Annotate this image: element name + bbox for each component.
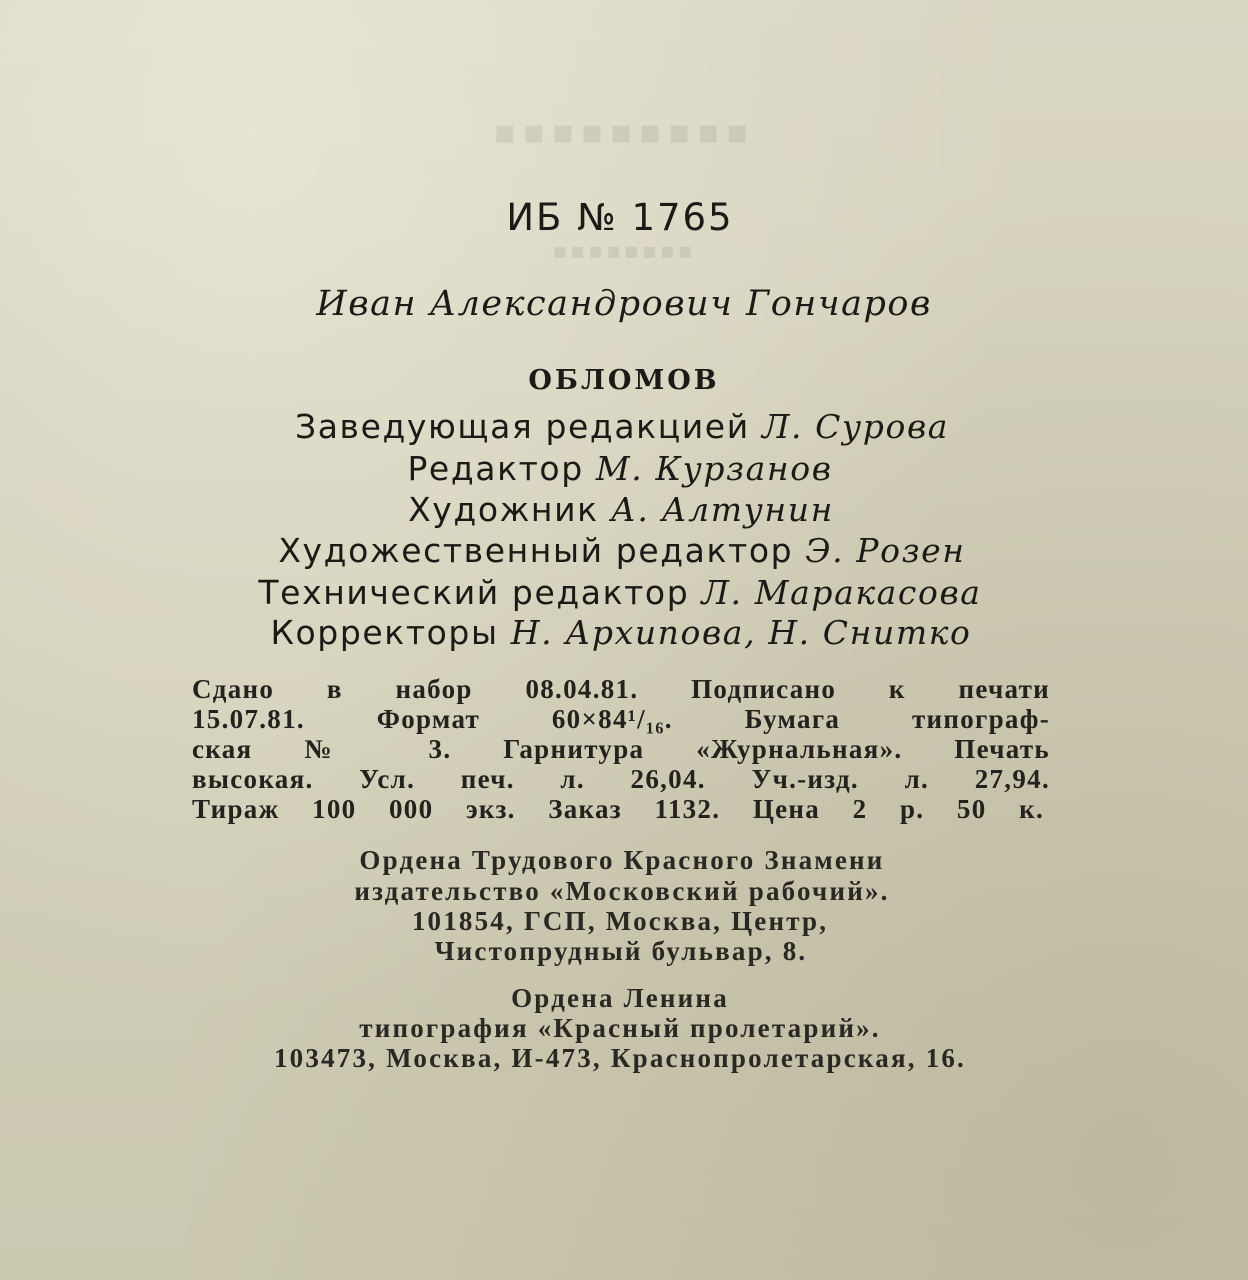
credit-role: Редактор [407, 449, 584, 488]
print-spec-line: 15.07.81. Формат 60×84¹/₁₆. Бумага типограф- [192, 704, 1050, 734]
credit-name: Л. Маракасова [701, 573, 982, 612]
credit-name: Л. Сурова [761, 407, 950, 446]
credit-role: Заведующая редакцией [294, 407, 750, 446]
printer-line: Ордена Ленина [511, 983, 729, 1013]
credit-line [0, 449, 1244, 488]
credit-line [0, 531, 1246, 570]
credit-role: Художественный редактор [278, 531, 794, 570]
credit-name: Э. Розен [805, 531, 966, 570]
print-spec-line: высокая. Усл. печ. л. 26,04. Уч.-изд. л. 27,94. [192, 764, 1050, 794]
credit-line [0, 490, 1245, 529]
credit-role: Технический редактор [258, 573, 690, 612]
book-title: ОБЛОМОВ [528, 365, 720, 396]
publisher-line: Ордена Трудового Красного Знамени [359, 845, 885, 875]
book-author: Иван Александрович Гончаров [316, 284, 932, 324]
credit-line [0, 573, 1244, 612]
show-through-print-2: ▪▪▪▪▪▪▪▪ [552, 238, 696, 264]
credit-line [0, 613, 1245, 652]
credit-line [0, 407, 1246, 446]
publisher-line: Чистопрудный бульвар, 8. [434, 936, 808, 966]
credit-name: А. Алтунин [610, 490, 834, 529]
credit-name: Н. Архипова, Н. Снитко [510, 613, 972, 652]
credit-role: Художник [408, 490, 599, 529]
show-through-print: ▪▪▪▪▪▪▪▪▪ [493, 112, 755, 152]
print-spec-line: Тираж 100 000 экз. Заказ 1132. Цена 2 р. 50 к. [192, 794, 1044, 824]
credit-role: Корректоры [270, 613, 499, 652]
ib-number: ИБ № 1765 [506, 196, 734, 239]
print-spec-line: Сдано в набор 08.04.81. Подписано к печати [192, 674, 1050, 704]
printer-line: 103473, Москва, И-473, Краснопролетарская, 16. [273, 1043, 967, 1073]
publisher-line: 101854, ГСП, Москва, Центр, [411, 906, 829, 936]
credit-name: М. Курзанов [595, 449, 833, 488]
printer-line: типография «Красный пролетарий». [359, 1013, 881, 1043]
print-spec-line: ская № 3. Гарнитура «Журнальная». Печать [192, 734, 1050, 764]
publisher-line: издательство «Московский рабочий». [354, 876, 890, 906]
